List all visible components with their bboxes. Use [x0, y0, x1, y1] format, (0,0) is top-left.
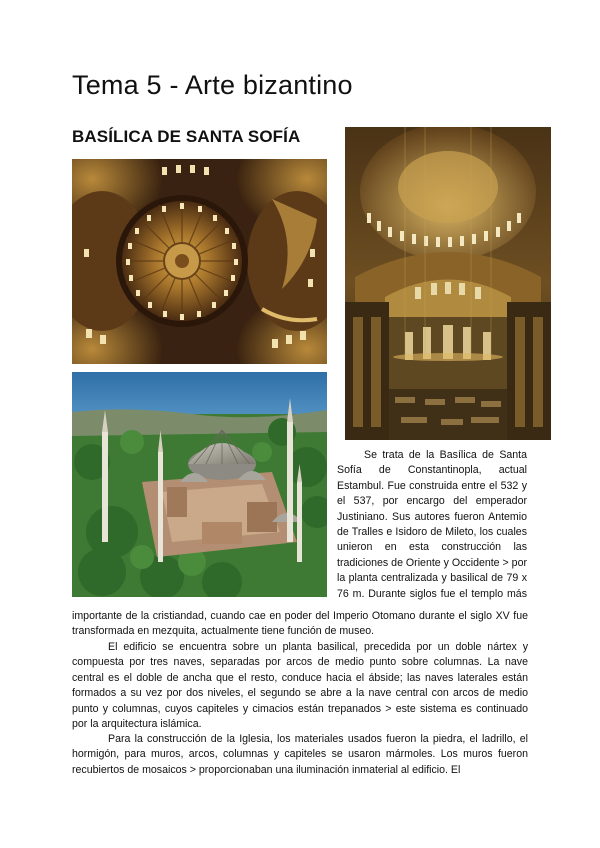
interior-nave-photo: [345, 127, 551, 440]
structure-paragraph: [72, 640, 528, 732]
materials-paragraph: [72, 732, 528, 778]
intro-paragraph-continuation-text: importante de la cristiandad, cuando cae en poder del Imperio Otomano durante el siglo XV fue transformada en mezquita, actualmente tiene función de museo.: [72, 610, 528, 638]
intro-paragraph-side-text: Se trata de la Basílica de Santa Sofía de Constantinopla, actual Estambul. Fue construida entre el 532 y el 537, por encargo del emperador Justiniano. Sus autores fueron Antemio de Tralles e Isidoro de Mileto, los cuales unieron en esta construcción las tradiciones de Oriente y Occidente > por la planta centralizada y basilical de 79 x 76 m. Durante siglos fue el templo más: [337, 449, 527, 600]
dome-ceiling-photo: [72, 159, 327, 364]
page-title: Tema 5 - Arte bizantino: [72, 70, 353, 100]
intro-paragraph-continuation: [72, 609, 528, 640]
exterior-aerial-photo: [72, 372, 327, 597]
section-title: BASÍLICA DE SANTA SOFÍA: [72, 127, 301, 146]
structure-paragraph-text: El edificio se encuentra sobre un planta basilical, precedida por un doble nártex y compuesta por tres naves, separadas por arcos de medio punto sobre columnas. La nave central es el doble de ancha que el resto, conduce hacia el ábside; las naves laterales están formados a su vez por dos niveles, el segundo se abre a la nave central con arcos de medio punto y columnas, cuyos capiteles y cimacios están trepanados > este sistema es continuado por la arquitectura islámica.: [72, 641, 528, 731]
materials-paragraph-text: Para la construcción de la Iglesia, los materiales usados fueron la piedra, el ladrillo, el hormigón, para muros, arcos, columnas y capiteles se usaron mármoles. Los muros fueron recubiertos de mosaicos > proporcionaban una iluminación inmaterial al edificio. El: [72, 733, 528, 776]
intro-paragraph-start: [337, 448, 527, 602]
